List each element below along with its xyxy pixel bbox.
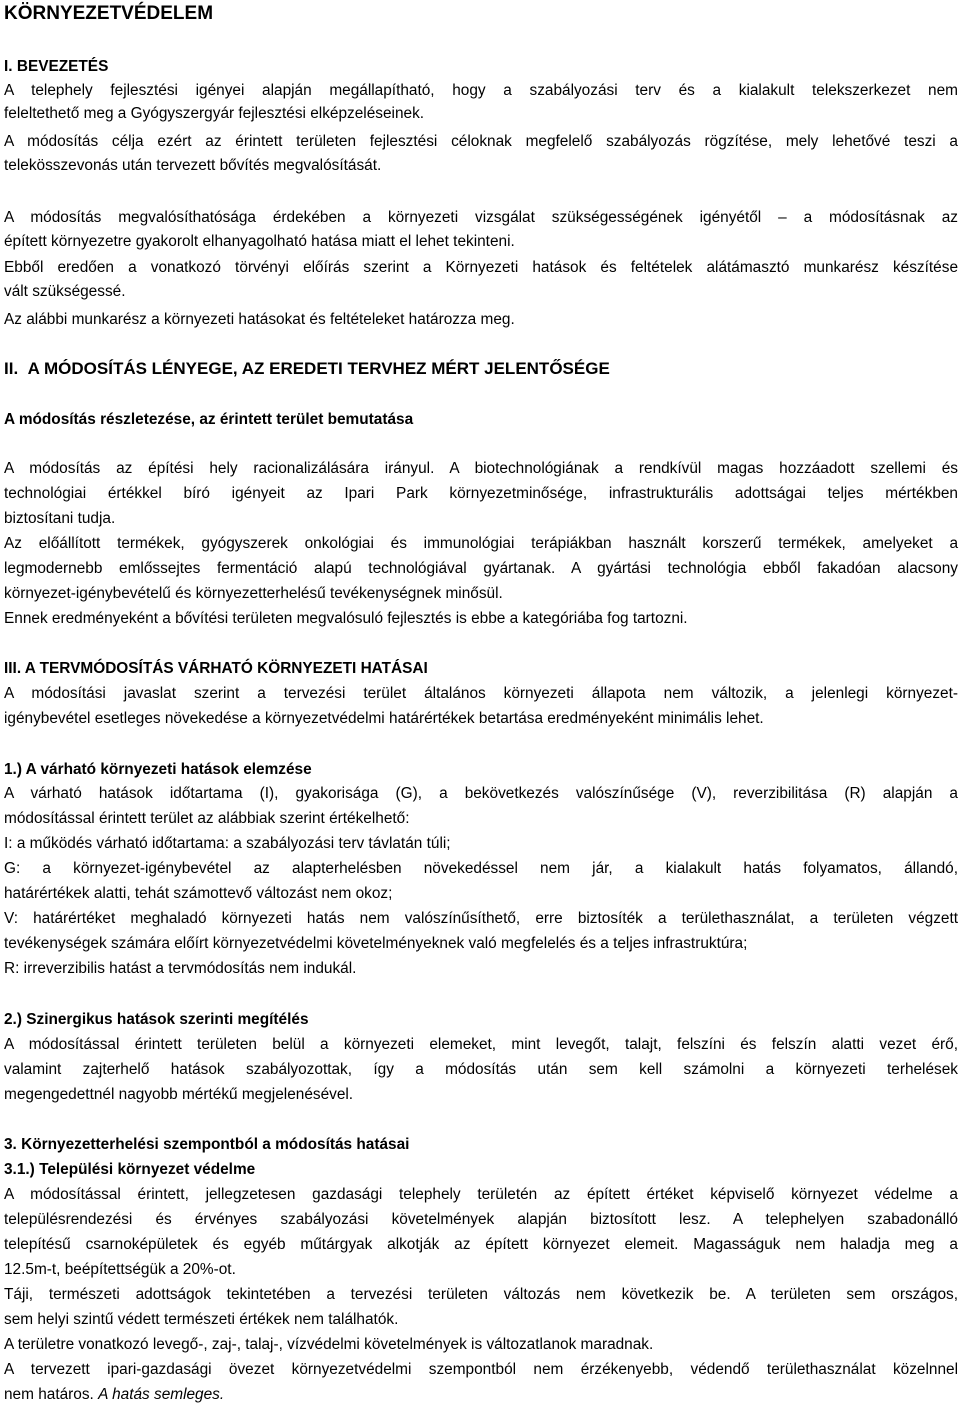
paragraph-line: A tervezett ipari-gazdasági övezet környezetvédelmi szempontból nem érzékenyebb, védendő területhasználat közelnnel bbox=[4, 1361, 958, 1378]
section-3-heading: III. A TERVMÓDOSÍTÁS VÁRHATÓ KÖRNYEZETI HATÁSAI bbox=[4, 660, 428, 677]
section-2-subheading: A módosítás részletezése, az érintett terület bemutatása bbox=[4, 411, 414, 428]
paragraph-line: igénybevétel esetleges növekedése a környezetvédelmi határértékek betartása eredményeként minimális lehet. bbox=[4, 710, 764, 727]
paragraph-text: nem határos. bbox=[4, 1386, 94, 1403]
paragraph-line: A módosítási javaslat szerint a tervezési terület általános környezeti állapota nem változik, a jelenlegi környezet- bbox=[4, 685, 958, 702]
paragraph-line: környezet-igénybevételű és környezetterhelésű tevékenységnek minősül. bbox=[4, 585, 503, 602]
paragraph-line: sem helyi szintű védett természeti értékek nem találhatók. bbox=[4, 1311, 399, 1328]
paragraph-line: Az alábbi munkarész a környezeti hatásokat és feltételeket határozza meg. bbox=[4, 311, 515, 328]
paragraph-line: módosítással érintett terület az alábbiak szerint értékelhető: bbox=[4, 810, 410, 827]
paragraph-line: A területre vonatkozó levegő-, zaj-, talaj-, vízvédelmi követelmények is változatlanok maradnak. bbox=[4, 1336, 654, 1353]
paragraph-line: V: határértéket meghaladó környezeti hatás nem valószínűsíthető, erre biztosíték a területhasználat, a területen végzett bbox=[4, 910, 958, 927]
paragraph-line: Ebből eredően a vonatkozó törvényi előírás szerint a Környezeti hatások és feltételek alátámasztó munkarész készítése bbox=[4, 259, 958, 276]
paragraph-line: A módosítással érintett területen belül a környezeti elemeket, mint levegőt, talajt, felszíni és felszín alatti vezet érő, bbox=[4, 1036, 958, 1053]
paragraph-line: településrendezési és érvényes szabályozási követelmények alapján biztosított lesz. A telephelyen szabadonálló bbox=[4, 1211, 958, 1228]
subsection-heading: 2.) Szinergikus hatások szerinti megítélés bbox=[4, 1011, 309, 1028]
paragraph-line: R: irreverzibilis hatást a tervmódosítás nem indukál. bbox=[4, 960, 357, 977]
paragraph-line: valamint zajterhelő hatások szabályozottak, így a módosítás után sem kell számolni a környezeti terhelések bbox=[4, 1061, 958, 1078]
paragraph-line: Ennek eredményeként a bővítési területen megvalósuló fejlesztés is ebbe a kategóriába fog tartozni. bbox=[4, 610, 688, 627]
subsection-heading: 1.) A várható környezeti hatások elemzése bbox=[4, 761, 312, 778]
paragraph-line: megengedettnél nagyobb mértékű megjelenésével. bbox=[4, 1086, 354, 1103]
paragraph-line: biztosítani tudja. bbox=[4, 510, 116, 527]
paragraph-line: A várható hatások időtartama (I), gyakorisága (G), a bekövetkezés valószínűsége (V), reverzibilitása (R) alapján a bbox=[4, 785, 958, 802]
paragraph-line: telepítésű csarnoképületek és egyéb műtárgyak alkotják az épített környezet elemeit. Magasságuk nem haladja meg a bbox=[4, 1236, 958, 1253]
paragraph-line: Táji, természeti adottságok tekintetében a tervezési területen változás nem következik be. A területen sem országos, bbox=[4, 1286, 958, 1303]
paragraph-line: G: a környezet-igénybevétel az alapterhelésben növekedéssel nem jár, a kialakult hatás folyamatos, állandó, bbox=[4, 860, 958, 877]
section-2-number: II. bbox=[4, 359, 19, 378]
document-title: KÖRNYEZETVÉDELEM bbox=[4, 3, 214, 24]
section-2-title: A MÓDOSÍTÁS LÉNYEGE, AZ EREDETI TERVHEZ MÉRT JELENTŐSÉGE bbox=[27, 359, 610, 378]
section-1-heading: I. BEVEZETÉS bbox=[4, 58, 109, 75]
paragraph-line: A módosítás megvalósíthatósága érdekében a környezeti vizsgálat szükségességének igényétől – a módosításnak az bbox=[4, 209, 958, 226]
paragraph-line: A módosítás az építési hely racionalizálására irányul. A biotechnológiának a rendkívül magas hozzáadott szellemi és bbox=[4, 460, 958, 477]
paragraph-line: határértékek alatti, tehát számottevő változást nem okoz; bbox=[4, 885, 393, 902]
paragraph-line: 12.5m-t, beépítettségük a 20%-ot. bbox=[4, 1261, 236, 1278]
paragraph-line: technológiai értékkel bíró igényeit az Ipari Park környezetminősége, infrastrukturális adottságai teljes mértékben bbox=[4, 485, 958, 502]
paragraph-line: tevékenységek számára előírt környezetvédelmi követelményeknek való megfelelés és a teljes infrastruktúra; bbox=[4, 935, 748, 952]
paragraph-line: épített környezetre gyakorolt elhanyagolható hatása miatt el lehet tekinteni. bbox=[4, 233, 515, 250]
paragraph-line: I: a működés várható időtartama: a szabályozási terv távlatán túli; bbox=[4, 835, 451, 852]
paragraph-line: A módosítással érintett, jellegzetesen gazdasági telephely területén az épített értéket képviselő környezet védelme a bbox=[4, 1186, 958, 1203]
paragraph-line bbox=[4, 1384, 958, 1406]
paragraph-line: feleltethető meg a Gyógyszergyár fejlesztési elképzeléseinek. bbox=[4, 105, 425, 122]
conclusion-text: A hatás semleges. bbox=[98, 1386, 225, 1403]
paragraph-line: vált szükségessé. bbox=[4, 283, 126, 300]
paragraph-line: A telephely fejlesztési igényei alapján megállapítható, hogy a szabályozási terv és a kialakult telekszerkezet nem bbox=[4, 82, 958, 99]
section-2-heading bbox=[4, 358, 958, 380]
paragraph-line: telekösszevonás után tervezett bővítés megvalósítását. bbox=[4, 157, 382, 174]
paragraph-line: Az előállított termékek, gyógyszerek onkológiai és immunológiai terápiákban használt korszerű termékek, amelyeket a bbox=[4, 535, 958, 552]
paragraph-line: A módosítás célja ezért az érintett területen fejlesztési céloknak megfelelő szabályozás rögzítése, mely lehetővé teszi a bbox=[4, 133, 958, 150]
subsection-heading: 3. Környezetterhelési szempontból a módosítás hatásai bbox=[4, 1136, 410, 1153]
subsection-heading: 3.1.) Települési környezet védelme bbox=[4, 1161, 256, 1178]
paragraph-line: legmodernebb emlőssejtes fermentáció alapú technológiával gyártanak. A gyártási technológia ebből fakadóan alacsony bbox=[4, 560, 958, 577]
